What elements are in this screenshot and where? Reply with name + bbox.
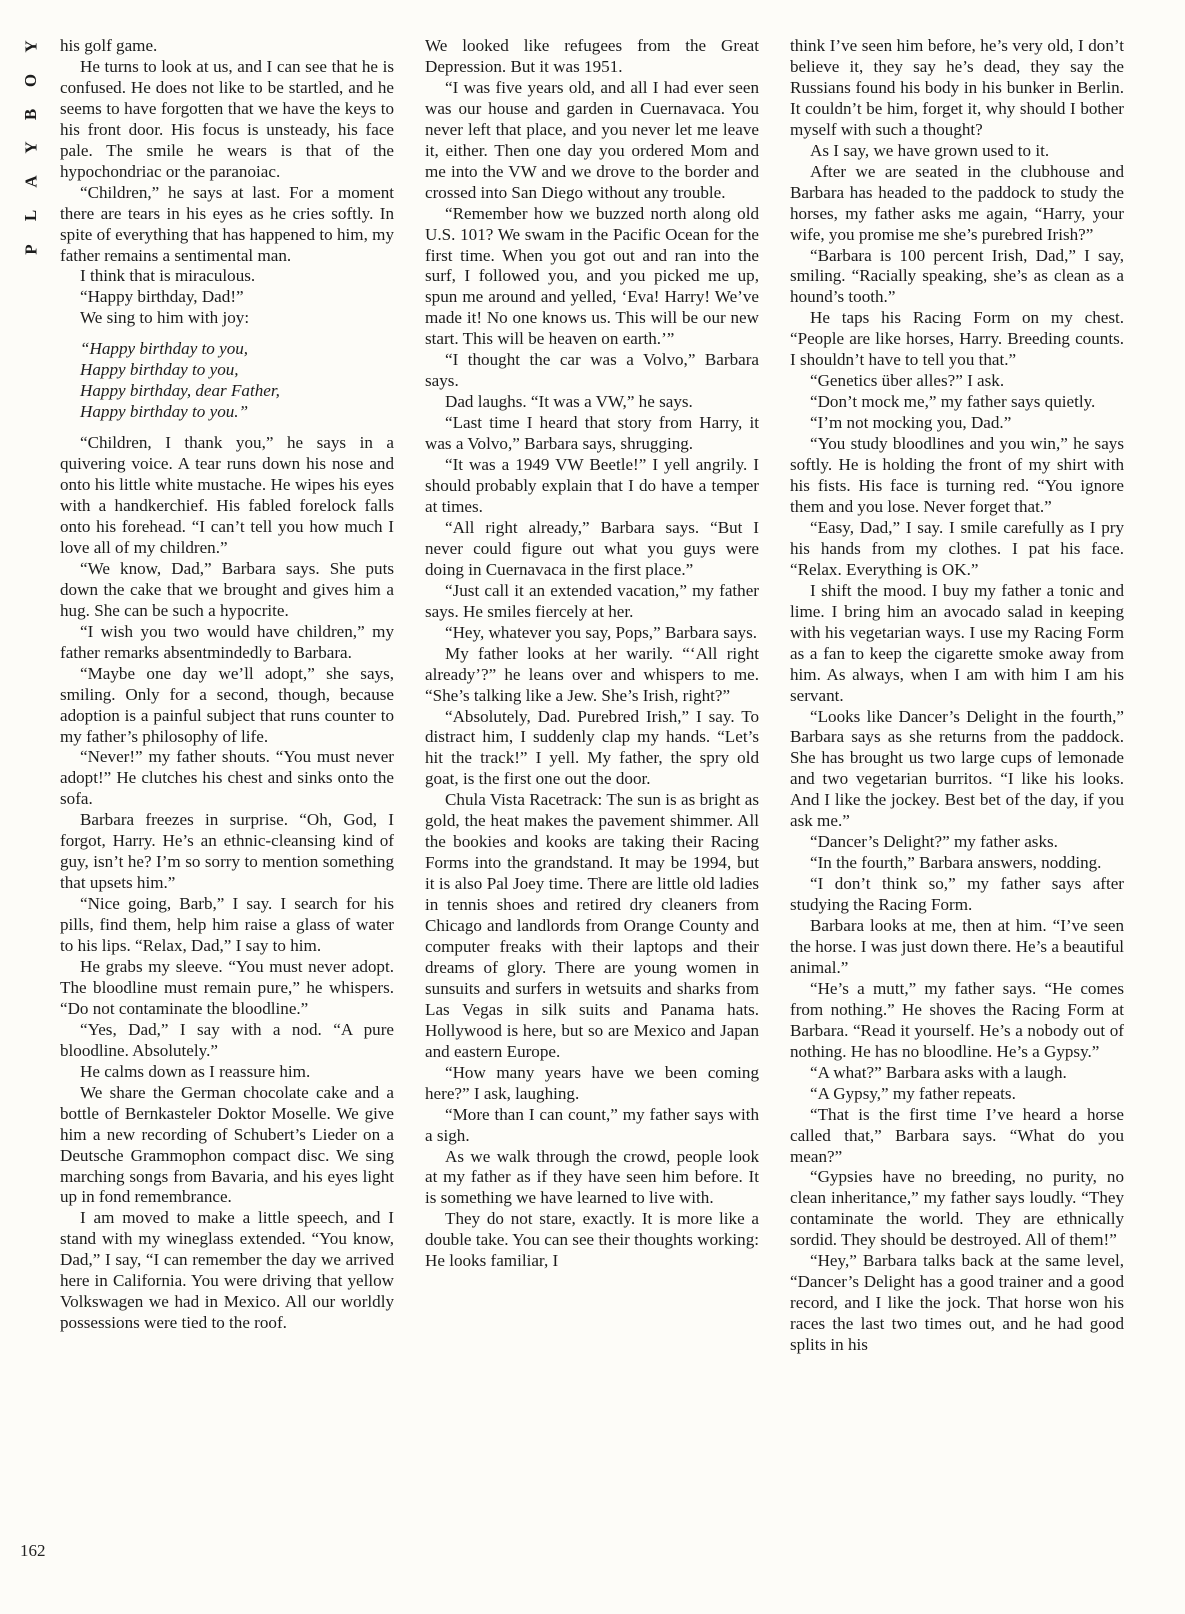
paragraph: He calms down as I reassure him. — [80, 1061, 311, 1081]
paragraph: “Happy birthday, Dad!” — [80, 287, 244, 307]
paragraph: “Children,” he says at last. For a moment there are tears in his eyes as he cries softly. In spite of everything that has happened to him, my father remains a sentimental man. — [60, 182, 394, 265]
paragraph: “Easy, Dad,” I say. I smile carefully as I pry his hands from my clothes. I pat his face. “Relax. Everything is OK.” — [790, 517, 1124, 579]
paragraph: “Last time I heard that story from Harry, it was a Volvo,” Barbara says, shrugging. — [425, 413, 759, 454]
paragraph: “We know, Dad,” Barbara says. She puts down the cake that we brought and gives him a hug. She can be such a hypocrite. — [60, 558, 394, 620]
paragraph: Dad laughs. “It was a VW,” he says. — [445, 392, 693, 412]
magazine-letter: O — [21, 73, 41, 87]
paragraph: He grabs my sleeve. “You must never adopt. The bloodline must remain pure,” he whispers. “Do not contaminate the bloodline.” — [60, 956, 394, 1018]
paragraph: “You study bloodlines and you win,” he says softly. He is holding the front of my shirt with his fists. His face is turning red. “You ignore them and you lose. Never forget that.” — [790, 434, 1124, 516]
paragraph: “In the fourth,” Barbara answers, nodding. — [810, 853, 1102, 873]
paragraph: “Looks like Dancer’s Delight in the fourth,” Barbara says as she returns from the paddock. She has brought us two large cups of lemonade and two vegetarian burritos. “I like his looks. And I like the jockey. Best bet of the day, if you ask me.” — [790, 706, 1124, 831]
page-number: 162 — [20, 1541, 46, 1560]
article-column-2 — [425, 36, 759, 1272]
paragraph: He turns to look at us, and I can see that he is confused. He does not like to be startled, and he seems to have forgotten that we have the keys to his front door. His focus is unsteady, his face pale. The smile he wears is that of the hypochondriac or the paranoiac. — [60, 56, 394, 181]
paragraph: “Don’t mock me,” my father says quietly. — [810, 392, 1096, 412]
article-column-3 — [790, 36, 1124, 1356]
birthday-song — [80, 339, 394, 423]
paragraph: his golf game. — [60, 36, 158, 55]
paragraph: “Barbara is 100 percent Irish, Dad,” I say, smiling. “Racially speaking, she’s as clean as a hound’s tooth.” — [790, 245, 1124, 307]
paragraph: “He’s a mutt,” my father says. “He comes from nothing.” He shoves the Racing Form at Barbara. “Read it yourself. He’s a nobody out of nothing. He has no bloodline. He’s a Gypsy.” — [790, 978, 1124, 1061]
paragraph: We sing to him with joy: — [80, 308, 250, 328]
paragraph: “Hey, whatever you say, Pops,” Barbara says. — [445, 622, 758, 642]
paragraph: “Gypsies have no breeding, no purity, no clean inheritance,” my father says loudly. “They contaminate the world. They are ethnically sordid. They should be destroyed. All of them!” — [790, 1167, 1124, 1250]
paragraph: “How many years have we been coming here?” I ask, laughing. — [425, 1062, 759, 1103]
paragraph: “Never!” my father shouts. “You must never adopt!” He clutches his chest and sinks onto the sofa. — [60, 747, 394, 809]
song-line: Happy birthday, dear Father, — [80, 381, 280, 401]
paragraph: Chula Vista Racetrack: The sun is as bright as gold, the heat makes the pavement shimmer. All the bookies and kooks are taking their Racing Forms into the grandstand. It may be 1994, but it is also Pal Joey time. There are little old ladies in tennis shoes and retired dry cleaners from Chicago and landlords from Orange County and computer freaks with their laptops and their dreams of glory. There are young women in sunsuits and surfers in wetsuits and sharks from Las Vegas in silk suits and Panama hats. Hollywood is here, but so are Mexico and Japan and eastern Europe. — [425, 790, 759, 1061]
paragraph: “That is the first time I’ve heard a horse called that,” Barbara says. “What do you mean?” — [790, 1104, 1124, 1166]
paragraph: As I say, we have grown used to it. — [810, 140, 1050, 160]
magazine-name-vertical — [18, 38, 44, 258]
magazine-letter: Y — [21, 141, 41, 155]
paragraph: We looked like refugees from the Great Depression. But it was 1951. — [425, 36, 759, 76]
paragraph: “Remember how we buzzed north along old U.S. 101? We swam in the Pacific Ocean for the first time. When you got out and ran into the surf, I followed you, and you picked me up, spun me around and yelled, ‘Eva! Harry! We’ve made it! No one knows us. This will be our new start. This will be heaven on earth.’” — [425, 203, 759, 349]
song-line: Happy birthday to you.” — [80, 402, 249, 422]
paragraph: After we are seated in the clubhouse and Barbara has headed to the paddock to study the horses, my father asks me again, “Harry, your wife, you promise me she’s purebred Irish?” — [790, 161, 1124, 244]
song-line: Happy birthday to you, — [80, 360, 239, 380]
article-column-1 — [60, 36, 394, 1334]
paragraph: “Dancer’s Delight?” my father asks. — [810, 832, 1058, 852]
paragraph: “Hey,” Barbara talks back at the same level, “Dancer’s Delight has a good trainer and a good record, and I like the jock. That horse won his races the last two times out, and he had good splits in his — [790, 1251, 1124, 1355]
paragraph: Barbara freezes in surprise. “Oh, God, I forgot, Harry. He’s an ethnic-cleansing kind of guy, isn’t he? I’m so sorry to mention something that upsets him.” — [60, 810, 394, 893]
paragraph: My father looks at her warily. “‘All right already’?” he leans over and whispers to me. “She’s talking like a Jew. She’s Irish, right?” — [425, 643, 759, 705]
paragraph: “More than I can count,” my father says with a sigh. — [425, 1104, 759, 1145]
paragraph: “Just call it an extended vacation,” my father says. He smiles fiercely at her. — [425, 580, 759, 621]
paragraph: Barbara looks at me, then at him. “I’ve seen the horse. I was just down there. He’s a beautiful animal.” — [790, 916, 1124, 977]
paragraph: “A what?” Barbara asks with a laugh. — [810, 1062, 1067, 1082]
paragraph: think I’ve seen him before, he’s very old, I don’t believe it, they say he’s dead, they say the Russians found his body in his bunker in Berlin. It couldn’t be him, forget it, why should I bother myself with such a thought? — [790, 36, 1124, 139]
magazine-letter: L — [21, 209, 41, 222]
paragraph: As we walk through the crowd, people look at my father as if they have seen him before. It is something we have learned to live with. — [425, 1146, 759, 1208]
magazine-letter: A — [21, 175, 41, 188]
paragraph: “I don’t think so,” my father says after studying the Racing Form. — [790, 874, 1124, 915]
paragraph: “I’m not mocking you, Dad.” — [810, 413, 1012, 433]
paragraph: “Children, I thank you,” he says in a quivering voice. A tear runs down his nose and onto his little white mustache. He wipes his eyes with a handkerchief. His fabled forelock falls onto his forehead. “I can’t tell you how much I love all of my children.” — [60, 433, 394, 557]
paragraph: I am moved to make a little speech, and I stand with my wineglass extended. “You know, Dad,” I say, “I can remember the day we arrived here in California. You were driving that yellow Volkswagen we had in Mexico. All our worldly possessions were tied to the roof. — [60, 1208, 394, 1333]
song-line: “Happy birthday to you, — [80, 339, 249, 359]
paragraph: I shift the mood. I buy my father a tonic and lime. I bring him an avocado salad in keeping with his vegetarian ways. I use my Racing Form as a fan to keep the cigarette smoke away from him. As always, when I am with him I am his servant. — [790, 580, 1124, 705]
paragraph: “Nice going, Barb,” I say. I search for his pills, find them, help him raise a glass of water to his lips. “Relax, Dad,” I say to him. — [60, 894, 394, 956]
paragraph: “It was a 1949 VW Beetle!” I yell angrily. I should probably explain that I do have a temper at times. — [425, 455, 759, 516]
paragraph: “I thought the car was a Volvo,” Barbara says. — [425, 350, 759, 391]
magazine-letter: Y — [21, 40, 41, 53]
paragraph: “All right already,” Barbara says. “But I never could figure out what you guys were doing in Cuernavaca in the first place.” — [425, 517, 759, 579]
paragraph: “Absolutely, Dad. Purebred Irish,” I say. To distract him, I suddenly clap my hands. “Let’s hit the track!” I yell. My father, the spry old goat, is the first one out the door. — [425, 706, 759, 789]
paragraph: “I was five years old, and all I had ever seen was our house and garden in Cuernavaca. You never left that place, and you never let me leave it, either. Then one day you ordered Mom and me into the VW and we drove to the border and crossed into San Diego without any trouble. — [425, 77, 759, 202]
paragraph: We share the German chocolate cake and a bottle of Bernkasteler Doktor Moselle. We give him a new recording of Schubert’s Lieder on a Deutsche Grammophon compact disc. We sing marching songs from Bavaria, and his eyes light up in fond remembrance. — [60, 1082, 394, 1207]
paragraph: “Genetics über alles?” I ask. — [810, 371, 1005, 391]
paragraph: “Maybe one day we’ll adopt,” she says, smiling. Only for a second, though, because adoption is a painful subject that runs counter to my father’s philosophy of life. — [60, 663, 394, 746]
paragraph: “I wish you two would have children,” my father remarks absentmindedly to Barbara. — [60, 621, 394, 662]
paragraph: They do not stare, exactly. It is more like a double take. You can see their thoughts working: He looks familiar, I — [425, 1209, 759, 1271]
magazine-letter: B — [21, 108, 41, 120]
paragraph: “A Gypsy,” my father repeats. — [810, 1083, 1016, 1103]
paragraph: I think that is miraculous. — [80, 266, 256, 286]
paragraph: He taps his Racing Form on my chest. “People are like horses, Harry. Breeding counts. I shouldn’t have to tell you that.” — [790, 308, 1124, 370]
magazine-letter: P — [21, 244, 41, 255]
paragraph: “Yes, Dad,” I say with a nod. “A pure bloodline. Absolutely.” — [60, 1019, 394, 1060]
